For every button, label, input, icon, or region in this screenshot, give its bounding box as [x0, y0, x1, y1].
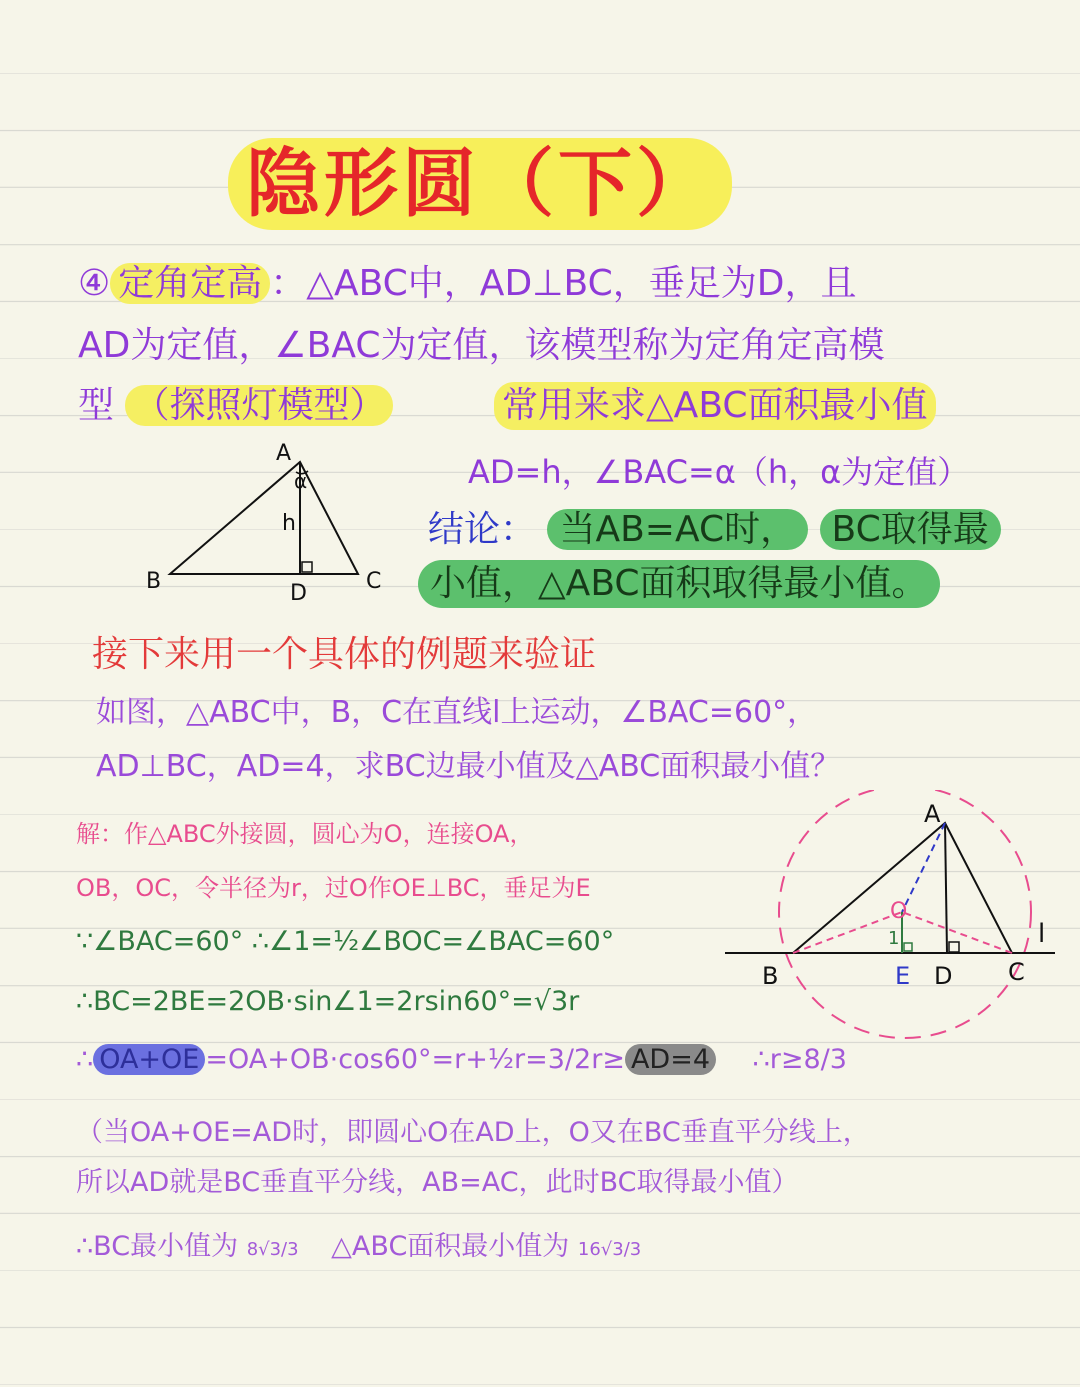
inequality-middle: =OA+OB·cos60°=r+½r=3/2r≥ — [205, 1044, 625, 1075]
triangle-figure — [130, 438, 410, 608]
solution-line-4: ∴BC=2BE=2OB·sin∠1=2rsin60°=√3r — [76, 986, 580, 1017]
page-title: 隐形圆（下） — [228, 138, 732, 230]
conclusion-label: 结论： — [428, 509, 537, 550]
model-number: ④ — [78, 263, 111, 304]
model-condition: AD=h，∠BAC=α（h，α为定值） — [468, 453, 970, 491]
label-c-2: C — [1008, 958, 1025, 986]
label-angle-1: 1 — [888, 928, 900, 949]
label-h: h — [282, 511, 296, 536]
example-intro: 接下来用一个具体的例题来验证 — [92, 634, 597, 675]
label-l: l — [1038, 919, 1046, 949]
label-b: B — [146, 569, 162, 594]
model-line-1 — [78, 260, 856, 308]
right-angle-mark-d — [949, 942, 959, 952]
solution-line-5 — [76, 1044, 847, 1075]
label-e-2: E — [895, 962, 911, 990]
bc-min-value: 8√3/3 — [246, 1239, 299, 1260]
label-o-2: O — [890, 899, 908, 924]
segment-oc — [902, 912, 1012, 953]
solution-line-6: （当OA+OE=AD时，即圆心O在AD上，O又在BC垂直平分线上， — [76, 1117, 870, 1148]
label-b-2: B — [762, 962, 779, 990]
right-angle-mark — [302, 562, 312, 572]
model-purpose: 常用来求△ABC面积最小值 — [494, 382, 936, 430]
label-d-2: D — [934, 962, 953, 990]
area-min-label: △ABC面积最小值为 — [331, 1231, 570, 1262]
label-a-2: A — [924, 800, 941, 828]
area-min-value: 16√3/3 — [577, 1239, 642, 1260]
label-alpha: α — [294, 469, 308, 493]
model-alias: （探照灯模型） — [125, 385, 393, 426]
therefore-symbol: ∴ — [76, 1044, 94, 1075]
conclusion-b: BC取得最 — [820, 509, 1001, 550]
highlight-oa-oe: OA+OE — [93, 1044, 205, 1075]
highlight-ad: AD=4 — [625, 1044, 716, 1075]
segment-oa — [902, 823, 945, 912]
bc-min-label: ∴BC最小值为 — [76, 1231, 239, 1262]
model-definition-start: ：△ABC中，AD⊥BC，垂足为D，且 — [270, 263, 857, 304]
segment-ob — [793, 912, 902, 953]
solution-line-7: 所以AD就是BC垂直平分线，AB=AC，此时BC取得最小值） — [76, 1167, 799, 1198]
label-c: C — [366, 569, 382, 594]
solution-line-2: OB，OC，令半径为r，过O作OE⊥BC，垂足为E — [76, 874, 591, 902]
altitude-ad-2 — [945, 823, 947, 953]
solution-line-8 — [76, 1224, 641, 1263]
problem-line-2: AD⊥BC，AD=4，求BC边最小值及△ABC面积最小值？ — [96, 749, 841, 784]
conclusion-line-1 — [428, 506, 1001, 554]
conclusion-c: 小值，△ABC面积取得最小值。 — [418, 560, 940, 608]
model-name: 定角定高 — [110, 263, 270, 304]
model-line-2: AD为定值，∠BAC为定值，该模型称为定角定高模 — [78, 325, 885, 366]
label-d: D — [290, 581, 307, 606]
model-line-3 — [78, 382, 393, 430]
radius-bound: ∴r≥8/3 — [752, 1044, 847, 1075]
solution-line-1: 解：作△ABC外接圆，圆心为O，连接OA， — [76, 820, 534, 848]
right-angle-mark-e — [904, 943, 912, 951]
conclusion-a: 当AB=AC时， — [547, 509, 808, 550]
solution-line-3: ∵∠BAC=60° ∴∠1=½∠BOC=∠BAC=60° — [76, 926, 615, 957]
triangle-abc — [170, 462, 358, 574]
label-a: A — [276, 441, 292, 466]
model-line-3-prefix: 型 — [78, 385, 115, 426]
problem-line-1: 如图，△ABC中，B，C在直线l上运动，∠BAC=60°， — [96, 695, 818, 730]
circle-figure — [720, 790, 1070, 1040]
